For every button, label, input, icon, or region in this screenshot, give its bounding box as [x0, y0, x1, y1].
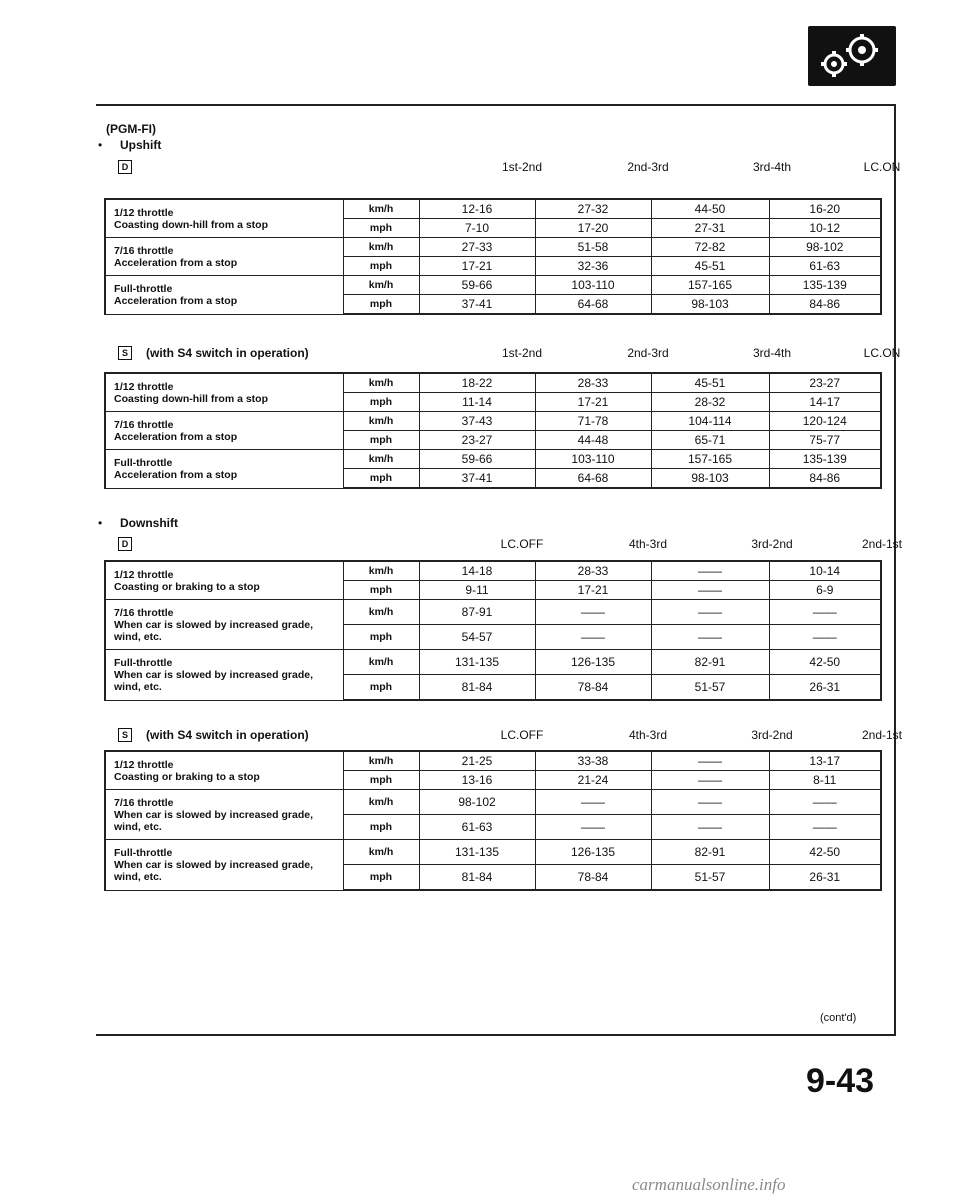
speed-value: 78-84: [535, 865, 651, 891]
column-header: 3rd-4th: [752, 160, 792, 174]
section-header-upshift-d: [106, 160, 901, 176]
condition-title: 7/16 throttle: [114, 244, 174, 257]
speed-value: 98-102: [419, 790, 535, 815]
column-header: LC.OFF: [500, 728, 544, 742]
condition-title: 7/16 throttle: [114, 796, 174, 809]
speed-value: 104-114: [651, 412, 769, 431]
upshift-d-table: [104, 198, 882, 315]
speed-value: 54-57: [419, 625, 535, 650]
speed-value: 28-33: [535, 373, 651, 393]
speed-value: ——: [651, 751, 769, 771]
section-subhead: (with S4 switch in operation): [146, 728, 309, 742]
mode-s-badge: S: [118, 728, 132, 742]
condition-title: 1/12 throttle: [114, 758, 174, 771]
condition-title: 1/12 throttle: [114, 568, 174, 581]
speed-value: 81-84: [419, 865, 535, 891]
table-row: [105, 199, 881, 219]
column-header: 1st-2nd: [501, 346, 543, 360]
unit-mph: mph: [343, 295, 419, 315]
column-header: 3rd-2nd: [751, 537, 793, 551]
condition-detail: Acceleration from a stop: [114, 430, 238, 443]
column-header: 1st-2nd: [501, 160, 543, 174]
speed-value: 28-32: [651, 393, 769, 412]
speed-value: 98-103: [651, 295, 769, 315]
speed-value: 61-63: [769, 257, 881, 276]
column-header: 2nd-3rd: [627, 160, 669, 174]
speed-value: 7-10: [419, 219, 535, 238]
speed-value: 157-165: [651, 450, 769, 469]
unit-kmh: km/h: [343, 373, 419, 393]
speed-value: 51-58: [535, 238, 651, 257]
unit-kmh: km/h: [343, 450, 419, 469]
table-row: [105, 238, 881, 257]
unit-mph: mph: [343, 219, 419, 238]
unit-kmh: km/h: [343, 751, 419, 771]
speed-value: 11-14: [419, 393, 535, 412]
watermark: carmanualsonline.info: [632, 1175, 786, 1194]
speed-value: ——: [769, 600, 881, 625]
unit-mph: mph: [343, 675, 419, 701]
unit-mph: mph: [343, 865, 419, 891]
unit-kmh: km/h: [343, 412, 419, 431]
speed-value: 27-31: [651, 219, 769, 238]
section-header-downshift-s: [106, 728, 903, 744]
column-header: 2nd-1st: [861, 537, 903, 551]
speed-value: 82-91: [651, 650, 769, 675]
speed-value: ——: [651, 561, 769, 581]
speed-value: 84-86: [769, 295, 881, 315]
speed-value: 10-14: [769, 561, 881, 581]
unit-mph: mph: [343, 431, 419, 450]
speed-value: 44-48: [535, 431, 651, 450]
condition-title: 1/12 throttle: [114, 380, 174, 393]
unit-kmh: km/h: [343, 561, 419, 581]
speed-value: ——: [769, 625, 881, 650]
speed-value: 45-51: [651, 373, 769, 393]
speed-value: 61-63: [419, 815, 535, 840]
table-row: [105, 412, 881, 431]
unit-kmh: km/h: [343, 199, 419, 219]
table-row: [105, 276, 881, 295]
speed-value: 135-139: [769, 276, 881, 295]
speed-value: ——: [651, 625, 769, 650]
section-subhead: (with S4 switch in operation): [146, 346, 309, 360]
speed-value: 37-41: [419, 295, 535, 315]
speed-value: 21-25: [419, 751, 535, 771]
condition-detail: Coasting or braking to a stop: [114, 580, 260, 593]
condition-cell: [105, 561, 343, 600]
speed-value: 126-135: [535, 840, 651, 865]
condition-title: 7/16 throttle: [114, 606, 174, 619]
speed-value: ——: [651, 815, 769, 840]
speed-value: 21-24: [535, 771, 651, 790]
condition-cell: [105, 840, 343, 891]
condition-cell: [105, 199, 343, 238]
condition-cell: [105, 238, 343, 276]
condition-detail: Acceleration from a stop: [114, 468, 238, 481]
condition-cell: [105, 600, 343, 650]
unit-kmh: km/h: [343, 650, 419, 675]
column-header: LC.ON: [863, 346, 901, 360]
column-header: 3rd-4th: [752, 346, 792, 360]
unit-mph: mph: [343, 581, 419, 600]
column-header: 3rd-2nd: [751, 728, 793, 742]
continued-note: (cont'd): [820, 1012, 857, 1024]
speed-value: 81-84: [419, 675, 535, 701]
unit-kmh: km/h: [343, 790, 419, 815]
speed-value: 17-20: [535, 219, 651, 238]
speed-value: 28-33: [535, 561, 651, 581]
table-row: [105, 373, 881, 393]
speed-value: 44-50: [651, 199, 769, 219]
condition-title: Full-throttle: [114, 846, 173, 859]
speed-value: ——: [769, 790, 881, 815]
speed-value: 75-77: [769, 431, 881, 450]
unit-kmh: km/h: [343, 276, 419, 295]
table-row: [105, 450, 881, 469]
unit-mph: mph: [343, 469, 419, 489]
speed-value: 45-51: [651, 257, 769, 276]
speed-value: 27-33: [419, 238, 535, 257]
condition-title: 1/12 throttle: [114, 206, 174, 219]
upshift-s-table: [104, 372, 882, 489]
column-header: 4th-3rd: [628, 728, 668, 742]
speed-value: 13-17: [769, 751, 881, 771]
speed-value: 32-36: [535, 257, 651, 276]
condition-detail: When car is slowed by increased grade, wind, etc.: [114, 668, 313, 693]
column-header: LC.ON: [863, 160, 901, 174]
speed-value: 27-32: [535, 199, 651, 219]
table-row: [105, 600, 881, 625]
speed-value: 23-27: [419, 431, 535, 450]
speed-value: 65-71: [651, 431, 769, 450]
unit-mph: mph: [343, 625, 419, 650]
unit-kmh: km/h: [343, 238, 419, 257]
condition-cell: [105, 751, 343, 790]
speed-value: 10-12: [769, 219, 881, 238]
table-row: [105, 840, 881, 865]
condition-title: Full-throttle: [114, 456, 173, 469]
speed-value: 42-50: [769, 650, 881, 675]
speed-value: ——: [535, 600, 651, 625]
speed-value: 14-18: [419, 561, 535, 581]
speed-value: ——: [651, 600, 769, 625]
speed-value: 6-9: [769, 581, 881, 600]
condition-detail: Acceleration from a stop: [114, 256, 238, 269]
speed-value: 59-66: [419, 450, 535, 469]
mode-d-badge: D: [118, 160, 132, 174]
speed-value: 98-102: [769, 238, 881, 257]
speed-value: 26-31: [769, 675, 881, 701]
table-row: [105, 790, 881, 815]
table-row: [105, 561, 881, 581]
page-number: 9-43: [806, 1062, 875, 1100]
speed-value: 18-22: [419, 373, 535, 393]
speed-value: 33-38: [535, 751, 651, 771]
upshift-heading: • Upshift: [120, 138, 161, 152]
speed-value: 82-91: [651, 840, 769, 865]
speed-value: 157-165: [651, 276, 769, 295]
condition-detail: When car is slowed by increased grade, wind, etc.: [114, 618, 313, 643]
speed-value: ——: [651, 790, 769, 815]
condition-cell: [105, 412, 343, 450]
speed-value: 42-50: [769, 840, 881, 865]
speed-value: 131-135: [419, 840, 535, 865]
condition-cell: [105, 276, 343, 315]
condition-cell: [105, 450, 343, 489]
section-header-upshift-s: [106, 346, 901, 362]
speed-value: 9-11: [419, 581, 535, 600]
unit-kmh: km/h: [343, 840, 419, 865]
speed-value: ——: [651, 771, 769, 790]
condition-detail: Coasting down-hill from a stop: [114, 392, 268, 405]
unit-mph: mph: [343, 393, 419, 412]
unit-mph: mph: [343, 815, 419, 840]
speed-value: 64-68: [535, 295, 651, 315]
condition-detail: Coasting down-hill from a stop: [114, 218, 268, 231]
speed-value: 23-27: [769, 373, 881, 393]
speed-value: ——: [651, 581, 769, 600]
table-row: [105, 751, 881, 771]
condition-title: Full-throttle: [114, 282, 173, 295]
column-header: LC.OFF: [500, 537, 544, 551]
mode-s-badge: S: [118, 346, 132, 360]
speed-value: 16-20: [769, 199, 881, 219]
condition-detail: When car is slowed by increased grade, wind, etc.: [114, 858, 313, 883]
speed-value: 87-91: [419, 600, 535, 625]
speed-value: 71-78: [535, 412, 651, 431]
speed-value: 37-41: [419, 469, 535, 489]
system-label: (PGM-FI): [106, 122, 156, 136]
condition-title: 7/16 throttle: [114, 418, 174, 431]
speed-value: 103-110: [535, 450, 651, 469]
unit-mph: mph: [343, 771, 419, 790]
column-header: 4th-3rd: [628, 537, 668, 551]
column-header: 2nd-1st: [861, 728, 903, 742]
speed-value: ——: [535, 625, 651, 650]
unit-mph: mph: [343, 257, 419, 276]
speed-value: 131-135: [419, 650, 535, 675]
speed-value: 64-68: [535, 469, 651, 489]
mode-d-badge: D: [118, 537, 132, 551]
speed-value: 12-16: [419, 199, 535, 219]
speed-value: 17-21: [535, 581, 651, 600]
speed-value: 78-84: [535, 675, 651, 701]
speed-value: 17-21: [535, 393, 651, 412]
speed-value: 17-21: [419, 257, 535, 276]
speed-value: ——: [535, 790, 651, 815]
condition-title: Full-throttle: [114, 656, 173, 669]
speed-value: 51-57: [651, 675, 769, 701]
speed-value: 126-135: [535, 650, 651, 675]
speed-value: 103-110: [535, 276, 651, 295]
speed-value: 120-124: [769, 412, 881, 431]
condition-detail: Acceleration from a stop: [114, 294, 238, 307]
speed-value: 59-66: [419, 276, 535, 295]
speed-value: 37-43: [419, 412, 535, 431]
downshift-d-table: [104, 560, 882, 701]
speed-value: 13-16: [419, 771, 535, 790]
speed-value: 84-86: [769, 469, 881, 489]
speed-value: ——: [535, 815, 651, 840]
downshift-heading: • Downshift: [120, 516, 178, 530]
condition-cell: [105, 790, 343, 840]
speed-value: 8-11: [769, 771, 881, 790]
gear-icon: [808, 26, 896, 86]
speed-value: 14-17: [769, 393, 881, 412]
downshift-s-table: [104, 750, 882, 891]
column-header: 2nd-3rd: [627, 346, 669, 360]
condition-detail: When car is slowed by increased grade, wind, etc.: [114, 808, 313, 833]
speed-value: 26-31: [769, 865, 881, 891]
section-header-downshift-d: [106, 537, 903, 553]
bottom-rule: [96, 1034, 896, 1036]
unit-kmh: km/h: [343, 600, 419, 625]
speed-value: 72-82: [651, 238, 769, 257]
table-row: [105, 650, 881, 675]
speed-value: 98-103: [651, 469, 769, 489]
speed-value: ——: [769, 815, 881, 840]
condition-detail: Coasting or braking to a stop: [114, 770, 260, 783]
speed-value: 51-57: [651, 865, 769, 891]
speed-value: 135-139: [769, 450, 881, 469]
condition-cell: [105, 373, 343, 412]
condition-cell: [105, 650, 343, 701]
